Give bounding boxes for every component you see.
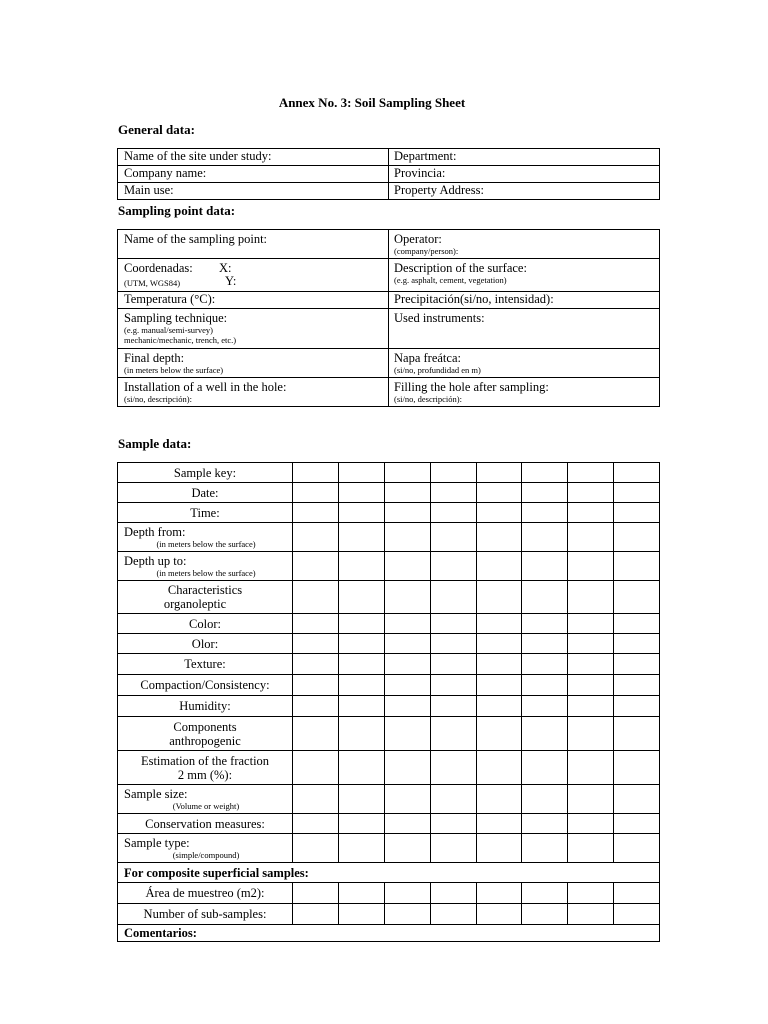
components-line-2: anthropogenic	[169, 733, 241, 748]
coordinates-y-label: Y:	[225, 274, 237, 288]
sample-entry-cell[interactable]	[293, 717, 339, 751]
sample-entry-cell[interactable]	[431, 523, 477, 552]
fraction-estimation-line-1: Estimation of the fraction	[140, 753, 270, 768]
sample-entry-cell[interactable]	[614, 581, 660, 614]
components-label	[118, 717, 293, 751]
depth-to-label	[118, 552, 293, 581]
sample-entry-cell[interactable]	[431, 634, 477, 654]
components-line-1: Components	[173, 719, 237, 734]
sample-entry-cell[interactable]	[431, 834, 477, 863]
sample-entry-cell[interactable]	[614, 696, 660, 717]
sample-entry-cell[interactable]	[614, 463, 660, 483]
sample-entry-cell[interactable]	[477, 814, 522, 834]
conservation-label: Conservation measures:	[118, 814, 293, 834]
sample-entry-cell[interactable]	[431, 883, 477, 904]
sample-entry-cell[interactable]	[339, 483, 385, 503]
sampling-technique-field[interactable]	[118, 309, 389, 349]
sample-entry-cell[interactable]	[614, 654, 660, 675]
sample-entry-cell[interactable]	[522, 814, 568, 834]
sample-entry-cell[interactable]	[339, 785, 385, 814]
sample-entry-cell[interactable]	[522, 751, 568, 785]
sample-entry-cell[interactable]	[385, 614, 431, 634]
depth-from-hint: (in meters below the surface)	[156, 539, 256, 549]
sample-entry-cell[interactable]	[522, 883, 568, 904]
sample-entry-cell[interactable]	[431, 751, 477, 785]
sample-entry-cell[interactable]	[385, 654, 431, 675]
sample-entry-cell[interactable]	[431, 552, 477, 581]
sample-entry-cell[interactable]	[431, 503, 477, 523]
sample-entry-cell[interactable]	[431, 717, 477, 751]
sample-entry-cell[interactable]	[293, 751, 339, 785]
sample-entry-cell[interactable]	[431, 696, 477, 717]
sample-entry-cell[interactable]	[339, 523, 385, 552]
hole-filling-hint: (si/no, descripción):	[394, 394, 462, 404]
sample-entry-cell[interactable]	[477, 785, 522, 814]
sample-entry-cell[interactable]	[614, 904, 660, 925]
final-depth-field[interactable]	[118, 349, 389, 378]
province-field[interactable]: Provincia:	[389, 166, 660, 183]
sample-entry-cell[interactable]	[568, 463, 614, 483]
sampling-point-heading: Sampling point data:	[118, 203, 236, 218]
sample-entry-cell[interactable]	[339, 634, 385, 654]
temperature-field[interactable]: Temperatura (°C):	[118, 292, 389, 309]
sample-entry-cell[interactable]	[293, 581, 339, 614]
company-name-field[interactable]: Company name:	[118, 166, 389, 183]
sample-entry-cell[interactable]	[293, 614, 339, 634]
sample-entry-cell[interactable]	[568, 581, 614, 614]
sample-entry-cell[interactable]	[477, 552, 522, 581]
sample-entry-cell[interactable]	[385, 717, 431, 751]
sample-type-hint: (simple/compound)	[172, 850, 240, 860]
sample-entry-cell[interactable]	[522, 834, 568, 863]
olor-label: Olor:	[118, 634, 293, 654]
characteristics-line-2: organoleptic	[163, 597, 227, 611]
precipitation-field[interactable]: Precipitación(si/no, intensidad):	[389, 292, 660, 309]
sample-entry-cell[interactable]	[339, 696, 385, 717]
water-table-label: Napa freátca:	[394, 351, 461, 365]
coordinates-field[interactable]	[118, 259, 389, 292]
water-table-field[interactable]	[389, 349, 660, 378]
operator-field[interactable]	[389, 230, 660, 259]
sample-entry-cell[interactable]	[339, 751, 385, 785]
sample-entry-cell[interactable]	[339, 503, 385, 523]
sample-entry-cell[interactable]	[568, 814, 614, 834]
depth-from-label	[118, 523, 293, 552]
sample-entry-cell[interactable]	[339, 883, 385, 904]
depth-to-text: Depth up to:	[124, 554, 187, 568]
sample-entry-cell[interactable]	[522, 614, 568, 634]
sample-entry-cell[interactable]	[293, 904, 339, 925]
fraction-estimation-line-2: 2 mm (%):	[177, 767, 233, 782]
site-name-field[interactable]: Name of the site under study:	[118, 149, 389, 166]
water-table-hint: (si/no, profundidad en m)	[394, 365, 481, 375]
coordinates-x-label: X:	[219, 261, 232, 275]
well-installation-hint: (si/no, descripción):	[124, 394, 192, 404]
sample-entry-cell[interactable]	[385, 785, 431, 814]
sample-entry-cell[interactable]	[614, 883, 660, 904]
sample-entry-cell[interactable]	[568, 614, 614, 634]
sample-entry-cell[interactable]	[522, 523, 568, 552]
color-label: Color:	[118, 614, 293, 634]
sampling-technique-hint-1: (e.g. manual/semi-survey)	[124, 325, 213, 335]
sample-entry-cell[interactable]	[522, 785, 568, 814]
sample-entry-cell[interactable]	[614, 614, 660, 634]
sampling-area-label: Área de muestreo (m2):	[118, 883, 293, 904]
sample-entry-cell[interactable]	[477, 883, 522, 904]
sample-entry-cell[interactable]	[477, 904, 522, 925]
sample-entry-cell[interactable]	[385, 883, 431, 904]
sample-entry-cell[interactable]	[522, 717, 568, 751]
sample-entry-cell[interactable]	[431, 814, 477, 834]
sample-entry-cell[interactable]	[293, 552, 339, 581]
property-address-field[interactable]: Property Address:	[389, 183, 660, 200]
page-title: Annex No. 3: Soil Sampling Sheet	[278, 95, 466, 110]
comments-field[interactable]: Comentarios:	[118, 925, 660, 942]
sample-entry-cell[interactable]	[293, 503, 339, 523]
sample-entry-cell[interactable]	[522, 675, 568, 696]
sample-entry-cell[interactable]	[614, 751, 660, 785]
coordinates-label: Coordenadas:	[124, 261, 193, 275]
sample-entry-cell[interactable]	[385, 483, 431, 503]
sample-entry-cell[interactable]	[339, 814, 385, 834]
sample-entry-cell[interactable]	[477, 696, 522, 717]
general-data-heading: General data:	[118, 122, 195, 137]
sample-entry-cell[interactable]	[522, 654, 568, 675]
sample-entry-cell[interactable]	[568, 654, 614, 675]
sample-entry-cell[interactable]	[293, 483, 339, 503]
sample-entry-cell[interactable]	[385, 834, 431, 863]
sample-entry-cell[interactable]	[522, 634, 568, 654]
sample-entry-cell[interactable]	[522, 904, 568, 925]
sample-entry-cell[interactable]	[477, 717, 522, 751]
sample-entry-cell[interactable]	[477, 634, 522, 654]
sample-entry-cell[interactable]	[568, 785, 614, 814]
sample-entry-cell[interactable]	[522, 463, 568, 483]
sample-type-text: Sample type:	[124, 836, 190, 850]
sample-entry-cell[interactable]	[431, 614, 477, 634]
sample-entry-cell[interactable]	[293, 463, 339, 483]
sample-entry-cell[interactable]	[568, 483, 614, 503]
surface-description-label: Description of the surface:	[394, 261, 527, 275]
sample-entry-cell[interactable]	[339, 834, 385, 863]
sample-entry-cell[interactable]	[339, 614, 385, 634]
sample-entry-cell[interactable]	[522, 552, 568, 581]
sample-entry-cell[interactable]	[293, 834, 339, 863]
operator-label: Operator:	[394, 232, 442, 246]
sample-entry-cell[interactable]	[385, 814, 431, 834]
sample-entry-cell[interactable]	[522, 696, 568, 717]
sample-entry-cell[interactable]	[385, 751, 431, 785]
sample-data-heading: Sample data:	[118, 436, 192, 451]
final-depth-hint: (in meters below the surface)	[124, 365, 224, 375]
sample-entry-cell[interactable]	[385, 696, 431, 717]
sample-entry-cell[interactable]	[614, 483, 660, 503]
coordinates-hint: (UTM, WGS84)	[124, 278, 181, 288]
sample-entry-cell[interactable]	[293, 634, 339, 654]
sample-entry-cell[interactable]	[385, 503, 431, 523]
subsamples-label: Number of sub-samples:	[118, 904, 293, 925]
department-field[interactable]: Department:	[389, 149, 660, 166]
sample-entry-cell[interactable]	[293, 785, 339, 814]
sample-entry-cell[interactable]	[568, 883, 614, 904]
well-installation-field[interactable]	[118, 378, 389, 407]
sample-entry-cell[interactable]	[614, 785, 660, 814]
sample-entry-cell[interactable]	[339, 654, 385, 675]
sample-entry-cell[interactable]	[477, 463, 522, 483]
sample-entry-cell[interactable]	[568, 834, 614, 863]
sample-entry-cell[interactable]	[385, 523, 431, 552]
texture-label: Texture:	[118, 654, 293, 675]
composite-samples-heading: For composite superficial samples:	[118, 863, 660, 883]
date-label: Date:	[118, 483, 293, 503]
main-use-field[interactable]: Main use:	[118, 183, 389, 200]
sampling-technique-label: Sampling technique:	[124, 311, 228, 325]
depth-from-text: Depth from:	[124, 525, 186, 539]
sampling-point-table	[117, 229, 660, 407]
sample-entry-cell[interactable]	[293, 814, 339, 834]
sample-entry-cell[interactable]	[568, 523, 614, 552]
sample-entry-cell[interactable]	[339, 552, 385, 581]
sample-entry-cell[interactable]	[477, 483, 522, 503]
sample-entry-cell[interactable]	[431, 581, 477, 614]
sample-entry-cell[interactable]	[568, 634, 614, 654]
sample-entry-cell[interactable]	[522, 503, 568, 523]
sample-entry-cell[interactable]	[431, 785, 477, 814]
sample-entry-cell[interactable]	[614, 634, 660, 654]
surface-description-hint: (e.g. asphalt, cement, vegetation)	[394, 275, 507, 285]
sample-data-table	[117, 462, 660, 942]
hole-filling-label: Filling the hole after sampling:	[394, 380, 549, 394]
sample-entry-cell[interactable]	[293, 523, 339, 552]
characteristics-line-1: Characteristics	[167, 583, 243, 597]
sample-entry-cell[interactable]	[431, 675, 477, 696]
sample-size-label	[118, 785, 293, 814]
sample-entry-cell[interactable]	[614, 814, 660, 834]
sampling-point-name-field[interactable]: Name of the sampling point:	[118, 230, 389, 259]
well-installation-label: Installation of a well in the hole:	[124, 380, 287, 394]
sample-entry-cell[interactable]	[477, 614, 522, 634]
sample-entry-cell[interactable]	[431, 654, 477, 675]
sample-entry-cell[interactable]	[568, 904, 614, 925]
sample-entry-cell[interactable]	[293, 675, 339, 696]
humidity-label: Humidity:	[118, 696, 293, 717]
fraction-estimation-label	[118, 751, 293, 785]
sample-entry-cell[interactable]	[568, 751, 614, 785]
sample-entry-cell[interactable]	[614, 834, 660, 863]
sample-entry-cell[interactable]	[339, 581, 385, 614]
sample-key-label: Sample key:	[118, 463, 293, 483]
sampling-technique-hint-2: mechanic/mechanic, trench, etc.)	[124, 335, 237, 345]
sample-type-label	[118, 834, 293, 863]
general-data-table	[117, 148, 660, 200]
sample-entry-cell[interactable]	[614, 675, 660, 696]
sample-size-text: Sample size:	[124, 787, 188, 801]
sample-entry-cell[interactable]	[385, 552, 431, 581]
sample-entry-cell[interactable]	[339, 463, 385, 483]
sample-entry-cell[interactable]	[385, 581, 431, 614]
sample-entry-cell[interactable]	[385, 675, 431, 696]
sample-entry-cell[interactable]	[431, 904, 477, 925]
sample-entry-cell[interactable]	[568, 552, 614, 581]
sample-size-hint: (Volume or weight)	[172, 801, 240, 811]
sample-entry-cell[interactable]	[339, 675, 385, 696]
characteristics-label	[118, 581, 293, 614]
surface-description-field[interactable]	[389, 259, 660, 292]
sample-entry-cell[interactable]	[431, 463, 477, 483]
sample-entry-cell[interactable]	[293, 883, 339, 904]
sample-entry-cell[interactable]	[614, 717, 660, 751]
sample-entry-cell[interactable]	[477, 654, 522, 675]
time-label: Time:	[118, 503, 293, 523]
sample-entry-cell[interactable]	[477, 581, 522, 614]
sample-entry-cell[interactable]	[568, 675, 614, 696]
sample-entry-cell[interactable]	[385, 463, 431, 483]
sample-entry-cell[interactable]	[477, 523, 522, 552]
depth-to-hint: (in meters below the surface)	[156, 568, 256, 578]
sample-entry-cell[interactable]	[568, 503, 614, 523]
sample-entry-cell[interactable]	[339, 904, 385, 925]
operator-hint: (company/person):	[394, 246, 459, 256]
sample-entry-cell[interactable]	[614, 523, 660, 552]
sample-entry-cell[interactable]	[477, 834, 522, 863]
sample-entry-cell[interactable]	[293, 654, 339, 675]
sample-entry-cell[interactable]	[568, 696, 614, 717]
sample-entry-cell[interactable]	[293, 696, 339, 717]
sample-entry-cell[interactable]	[614, 503, 660, 523]
sample-entry-cell[interactable]	[339, 717, 385, 751]
sample-entry-cell[interactable]	[385, 634, 431, 654]
sample-entry-cell[interactable]	[477, 751, 522, 785]
compaction-label: Compaction/Consistency:	[118, 675, 293, 696]
sample-entry-cell[interactable]	[614, 552, 660, 581]
used-instruments-field[interactable]: Used instruments:	[389, 309, 660, 349]
sample-entry-cell[interactable]	[431, 483, 477, 503]
hole-filling-field[interactable]	[389, 378, 660, 407]
sample-entry-cell[interactable]	[568, 717, 614, 751]
final-depth-label: Final depth:	[124, 351, 185, 365]
sample-entry-cell[interactable]	[522, 581, 568, 614]
sample-entry-cell[interactable]	[477, 503, 522, 523]
sample-entry-cell[interactable]	[385, 904, 431, 925]
sample-entry-cell[interactable]	[477, 675, 522, 696]
sample-entry-cell[interactable]	[522, 483, 568, 503]
